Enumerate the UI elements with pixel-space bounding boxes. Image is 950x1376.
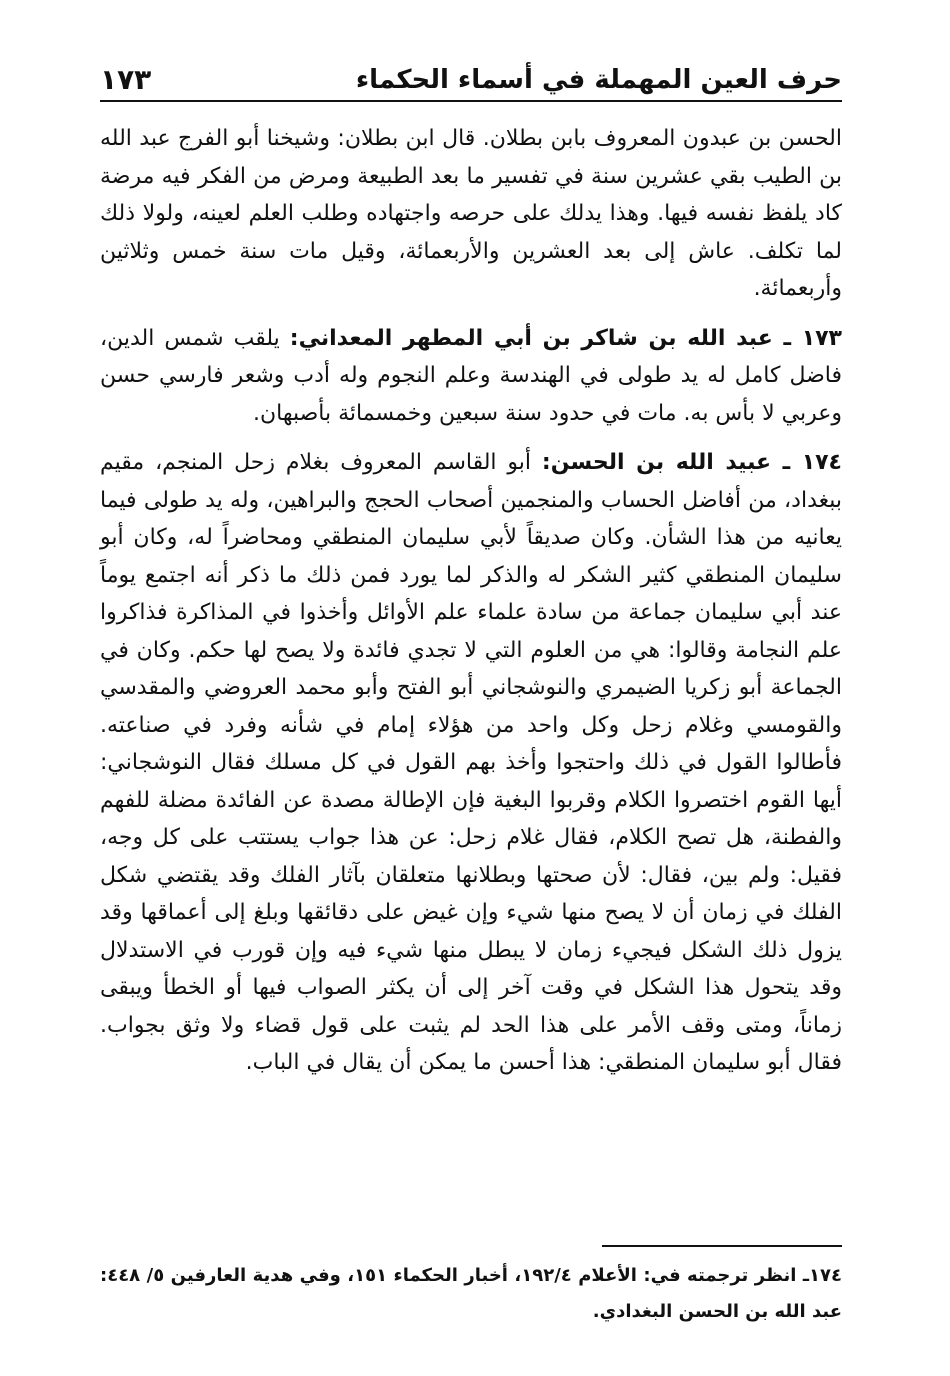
page-number: ١٧٣ [100,63,152,96]
entry-text: أبو القاسم المعروف بغلام زحل المنجم، مقيم ببغداد، من أفاضل الحساب والمنجمين أصحاب الحجج والبراهين، وله يد طولى فيما يعانيه من هذا الشأن. وكان صديقاً لأبي سليمان المنطقي ومحاضراً له، وكان أبو سليمان المنطقي كثير الشكر له والذكر لما يورد فمن ذلك ما ذكر أنه اجتمع يوماً عند أبي سليمان جماعة من سادة علماء علم الأوائل وأخذوا في المذاكرة فذاكروا علم النجامة وقالوا: هي من العلوم التي لا تجدي فائدة ولا يصح لها حكم. وكان في الجماعة أبو زكريا الضيمري والنوشجاني أبو الفتح وأبو محمد العروضي والمقدسي والقومسي وغلام زحل وكل واحد من هؤلاء إمام في شأنه وفرد في صناعته. فأطالوا القول في ذلك واحتجوا وأخذ بهم القول في كل مسلك فقال النوشجاني: أيها القوم اختصروا الكلام وقربوا البغية فإن الإطالة مصدة عن الفائدة مضلة للفهم والفطنة، هل تصح الكلام، فقال غلام زحل: عن هذا جواب يستتب على كل وجه، فقيل: ولم بين، فقال: لأن صحتها وبطلانها متعلقان بآثار الفلك وقد يقتضي شكل الفلك في زمان أن لا يصح منها شيء وإن غيض على دقائقها وبلغ إلى أعماقها وقد يزول ذلك الشكل فيجيء زمان لا يبطل منها شيء فيه وإن قورب في الاستدلال وقد يتحول هذا الشكل في وقت آخر إلى أن يكثر الصواب فيها أو الخطأ ويبقى زماناً، ومتى وقف الأمر على هذا الحد لم يثبت على قول قضاء ولا وثق بجواب. فقال أبو سليمان المنطقي: هذا أحسن ما يمكن أن يقال في الباب. [100,450,842,1075]
running-header [100,60,842,104]
entry-174 [100,444,842,1082]
entry-173 [100,320,842,433]
entry-text: يلقب شمس الدين، فاضل كامل له يد طولى في الهندسة وعلم النجوم وله أدب وشعر فارسي حسن وعربي لا بأس به. مات في حدود سنة سبعين وخمسمائة بأصبهان. [100,325,842,426]
header-title: حرف العين المهملة في أسماء الحكماء [355,65,842,95]
header-divider [100,100,842,102]
main-text [100,120,842,1082]
entry-heading: ١٧٣ ـ عبد الله بن شاكر بن أبي المطهر المعداني: [289,325,842,351]
paragraph-intro [100,120,842,308]
entry-heading: ١٧٤ ـ عبيد الله بن الحسن: [541,450,842,475]
paragraph-text: الحسن بن عبدون المعروف بابن بطلان. قال ابن بطلان: وشيخنا أبو الفرج عبد الله بن الطيب بقي عشرين سنة في تفسير ما بعد الطبيعة ومرض من الفكر فيه مرضة كاد يلفظ نفسه فيها. وهذا يدلك على حرصه واجتهاده وطلب العلم لعينه، ولولا ذلك لما تكلف. عاش إلى بعد العشرين والأربعمائة، وقيل مات سنة خمس وثلاثين وأربعمائة. [100,126,842,301]
footnote-divider [602,1245,842,1247]
footnote: ١٧٤ـ انظر ترجمته في: الأعلام ١٩٢/٤، أخبار الحكماء ١٥١، وفي هدية العارفين ٥/ ٤٤٨: عبد الله بن الحسن البغدادي. [100,1265,842,1322]
